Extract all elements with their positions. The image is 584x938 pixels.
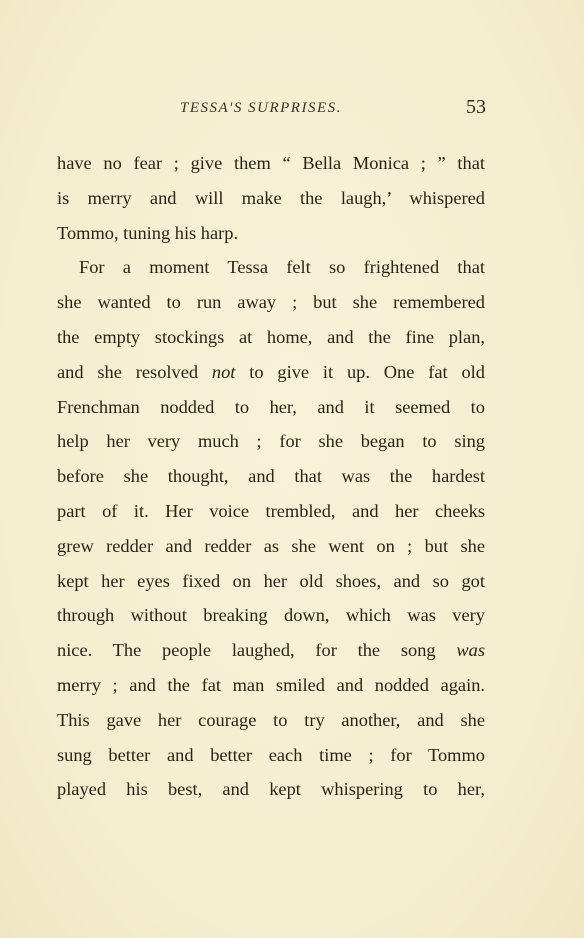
text-line: part of it. Her voice trembled, and her cheeks xyxy=(57,500,485,521)
text-line: have no fear ; give them “ Bella Monica ; ” that xyxy=(57,153,485,173)
text-line: This gave her courage to try another, and she xyxy=(57,709,485,730)
body-text xyxy=(57,146,485,807)
running-head xyxy=(56,96,486,126)
page-number: 53 xyxy=(466,96,486,118)
running-title: TESSA'S SURPRISES. xyxy=(180,100,342,116)
text-line: sung better and better each time ; for Tommo xyxy=(57,744,485,765)
text-line: help her very much ; for she began to sing xyxy=(57,431,485,452)
text-segment: nice. The people laughed, for the song xyxy=(57,640,457,661)
paragraph-first-line: For a moment Tessa felt so frightened that xyxy=(79,257,485,278)
text-line: grew redder and redder as she went on ; but she xyxy=(57,535,485,556)
text-line xyxy=(57,355,485,390)
text-segment: to give it up. One fat old xyxy=(235,361,485,382)
text-line: Frenchman nodded to her, and it seemed to xyxy=(57,396,485,417)
text-line: Tommo, tuning his harp. xyxy=(57,222,239,243)
text-line: is merry and will make the laugh,’ whispered xyxy=(57,187,485,208)
text-line: merry ; and the fat man smiled and nodded again. xyxy=(57,674,485,695)
italic-emphasis: was xyxy=(456,640,485,661)
text-line: kept her eyes fixed on her old shoes, and so got xyxy=(57,570,485,591)
text-line: she wanted to run away ; but she remembered xyxy=(57,292,485,313)
text-line: played his best, and kept whispering to her, xyxy=(57,779,485,800)
text-segment: and she resolved xyxy=(57,361,212,382)
text-line: before she thought, and that was the hardest xyxy=(57,466,485,487)
text-line xyxy=(57,633,485,668)
italic-emphasis: not xyxy=(211,361,236,382)
text-line: through without breaking down, which was very xyxy=(57,605,485,626)
text-line: the empty stockings at home, and the fine plan, xyxy=(57,326,485,347)
